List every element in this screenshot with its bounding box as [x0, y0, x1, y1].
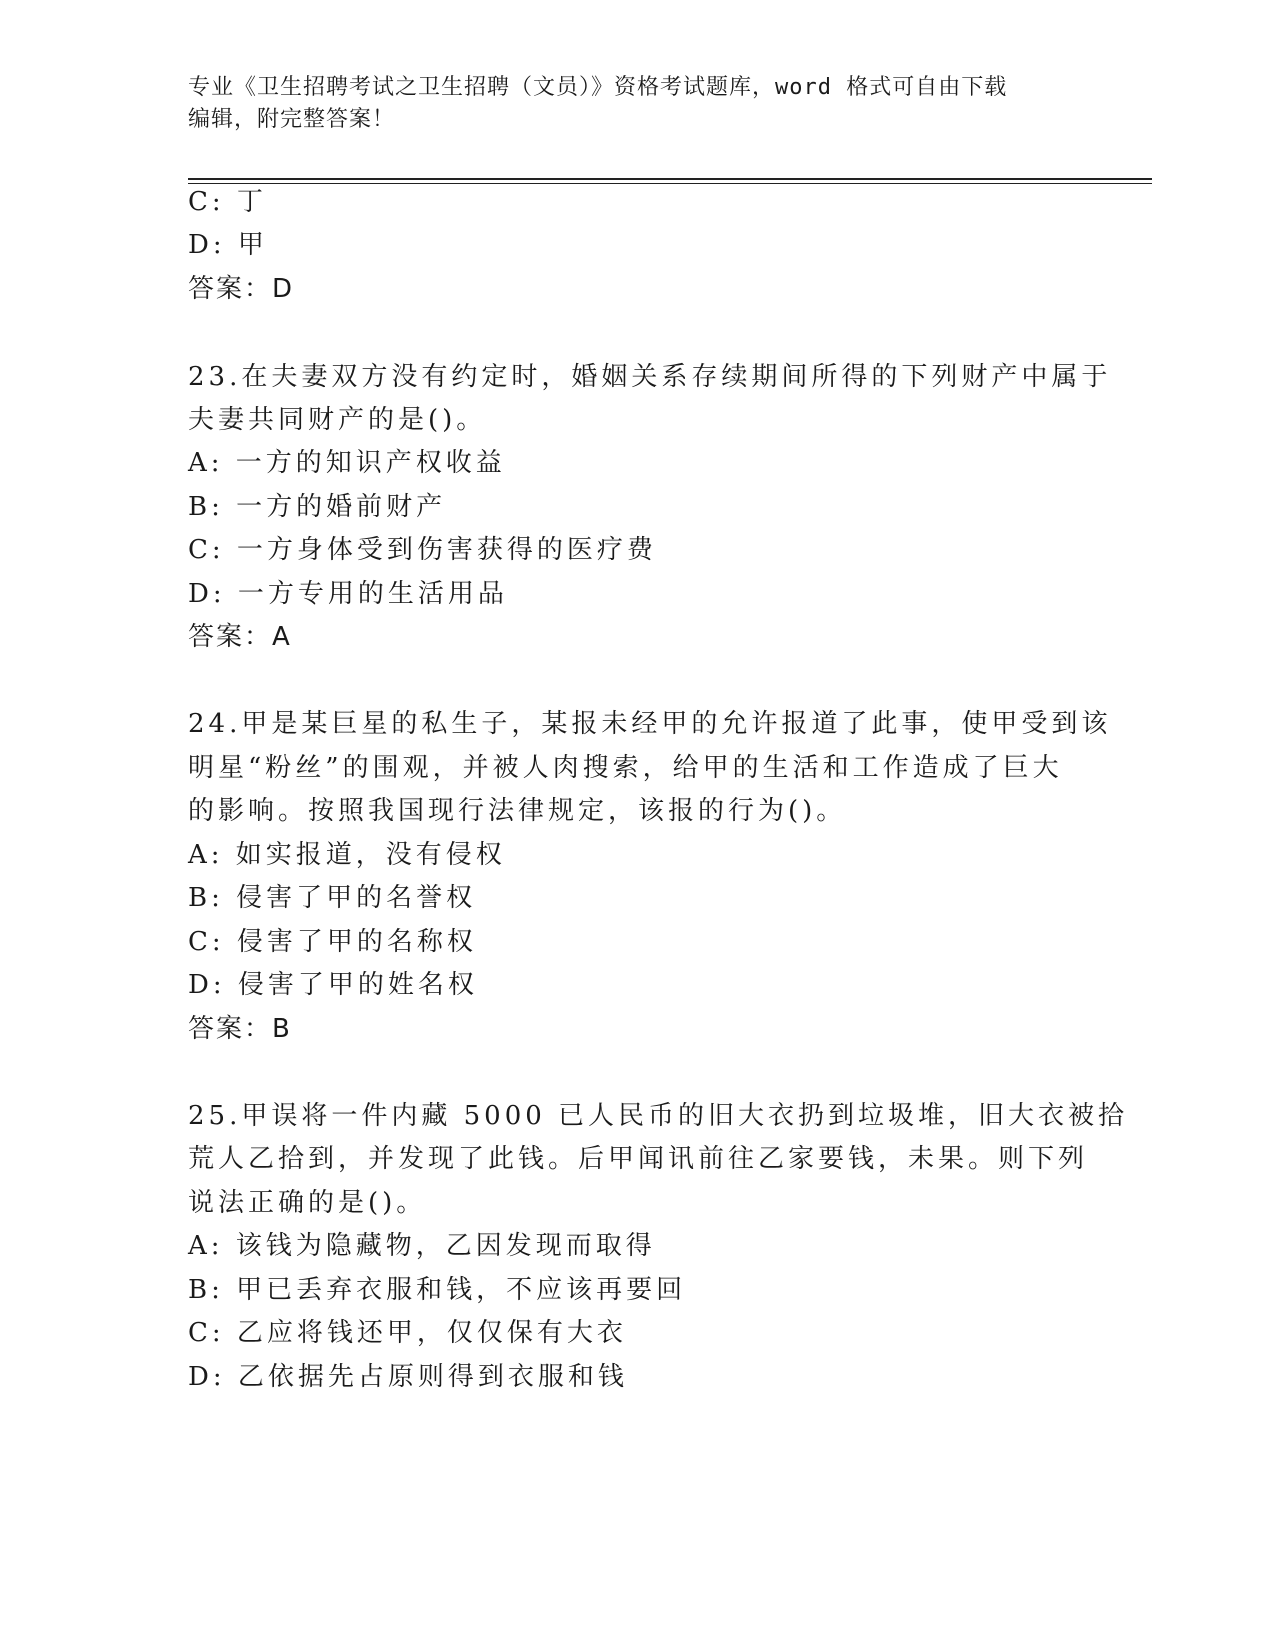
q23-option-d: D: 一方专用的生活用品 [188, 579, 508, 609]
q25-option-d: D: 乙依据先占原则得到衣服和钱 [188, 1362, 628, 1392]
q24-answer: 答案：B [188, 1014, 292, 1044]
q24-stem-line-1: 24.甲是某巨星的私生子，某报未经甲的允许报道了此事，使甲受到该 [188, 709, 1112, 739]
q22-answer: 答案：D [188, 274, 295, 304]
q23-option-c: C: 一方身体受到伤害获得的医疗费 [188, 535, 657, 565]
q24-stem-line-2: 明星“粉丝”的围观，并被人肉搜索，给甲的生活和工作造成了巨大 [188, 753, 1063, 783]
header-line-2: 编辑，附完整答案！ [188, 107, 396, 132]
q25-option-a: A: 该钱为隐藏物，乙因发现而取得 [188, 1231, 656, 1261]
q25-option-b: B: 甲已丢弃衣服和钱，不应该再要回 [188, 1275, 687, 1305]
q24-option-c: C: 侵害了甲的名称权 [188, 927, 477, 957]
q25-stem-line-3: 说法正确的是()。 [188, 1188, 427, 1218]
header-divider-thin [188, 183, 1152, 184]
q24-option-a: A: 如实报道，没有侵权 [188, 840, 506, 870]
header-divider [188, 178, 1152, 180]
q24-option-b: B: 侵害了甲的名誉权 [188, 883, 477, 913]
q23-option-b: B: 一方的婚前财产 [188, 492, 447, 522]
q23-option-a: A: 一方的知识产权收益 [188, 448, 506, 478]
q23-stem-line-2: 夫妻共同财产的是()。 [188, 405, 487, 435]
q25-stem-line-2: 荒人乙拾到，并发现了此钱。后甲闻讯前往乙家要钱，未果。则下列 [188, 1144, 1089, 1174]
q23-stem-line-1: 23.在夫妻双方没有约定时，婚姻关系存续期间所得的下列财产中属于 [188, 362, 1112, 392]
q25-option-c: C: 乙应将钱还甲，仅仅保有大衣 [188, 1318, 627, 1348]
q24-stem-line-3: 的影响。按照我国现行法律规定，该报的行为()。 [188, 796, 847, 826]
q22-option-d: D: 甲 [188, 230, 268, 260]
q25-stem-line-1: 25.甲误将一件内藏 5000 已人民币的旧大衣扔到垃圾堆，旧大衣被拾 [188, 1101, 1129, 1131]
q22-option-c: C: 丁 [188, 187, 267, 217]
header-line-1: 专业《卫生招聘考试之卫生招聘（文员）》资格考试题库，word 格式可自由下载 [188, 75, 1008, 100]
document-header [188, 72, 1068, 136]
q23-answer: 答案：A [188, 622, 292, 652]
q24-option-d: D: 侵害了甲的姓名权 [188, 970, 478, 1000]
